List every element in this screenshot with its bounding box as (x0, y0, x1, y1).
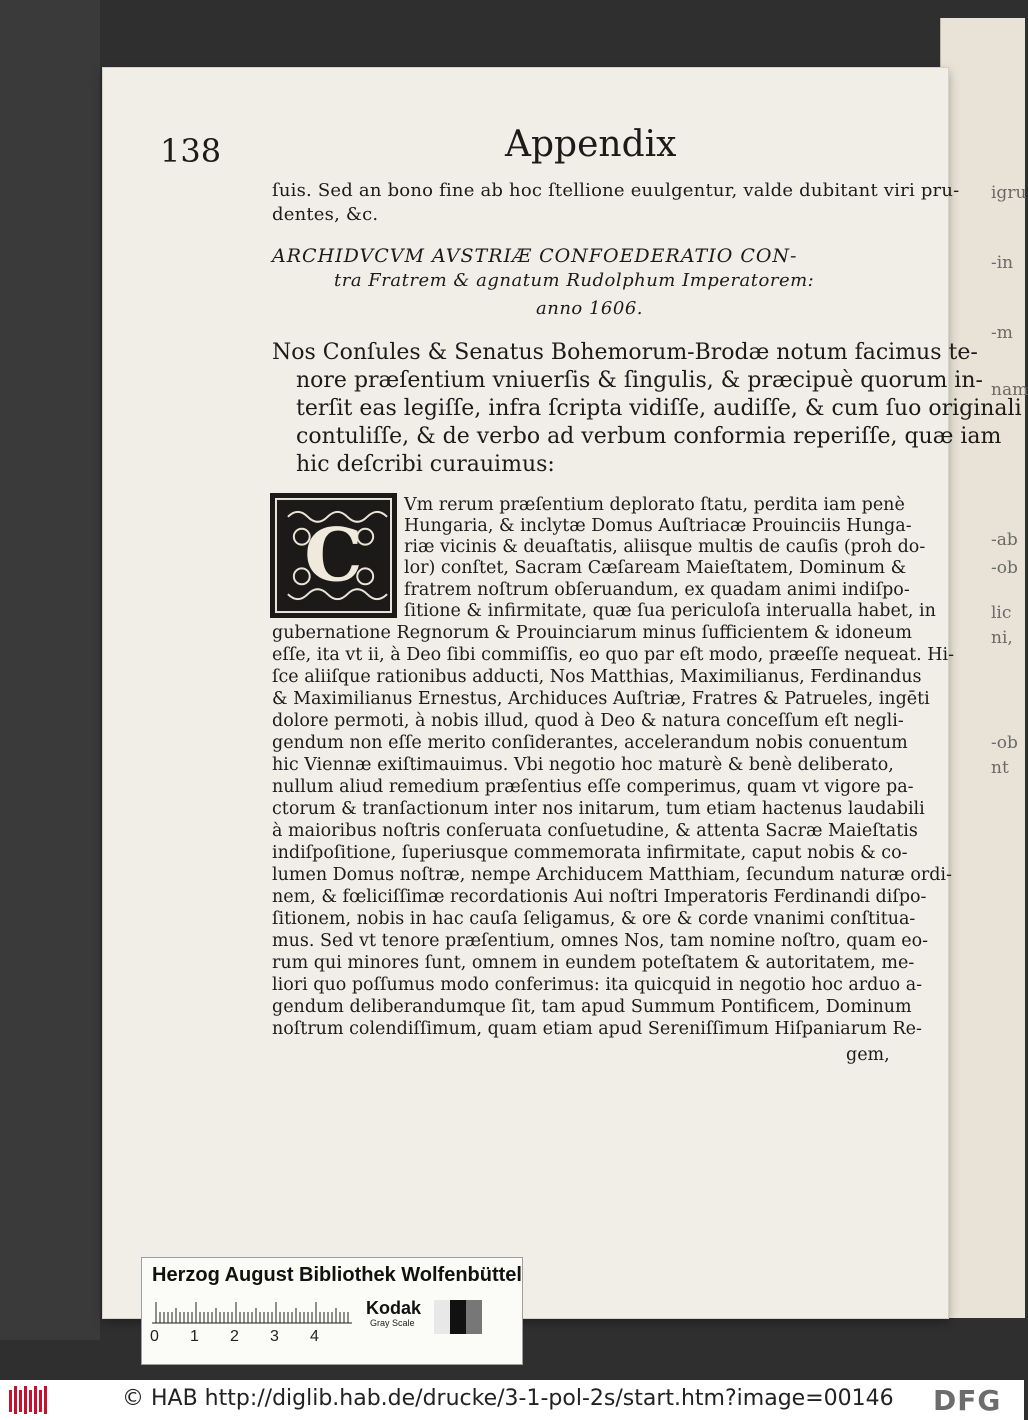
section-title: ARCHIDVCVM AVSTRIÆ CONFOEDERATIO CON- (272, 245, 798, 267)
body-line: rum qui minores ſunt, omnem in eundem poteſtatem & autoritatem, me- (272, 953, 915, 973)
body-line: gendum deliberandumque ſit, tam apud Summum Pontificem, Dominum (272, 997, 912, 1017)
body-line: liori quo poſſumus modo conferimus: ita quicquid in negotio hoc arduo a- (272, 975, 923, 995)
body-line: dolore permoti, à nobis illud, quod à Deo & natura conceſſum eſt negli- (272, 711, 904, 731)
body-line: à maioribus noſtris conſeruata conſuetudine, & attenta Sacræ Maieſtatis (272, 821, 918, 841)
ruler-number: 3 (270, 1328, 279, 1345)
ruler-number: 0 (150, 1328, 159, 1345)
ruler-number: 2 (230, 1328, 239, 1345)
body-line: ſitionem, nobis in hac cauſa ſeligamus, & ore & corde vnanimi conſtitua- (272, 909, 916, 929)
next-page-fragment: igru (991, 183, 1027, 203)
text-line: dentes, &c. (272, 204, 379, 225)
intro-line: contuliſſe, & de verbo ad verbum conformia reperiſſe, quæ iam (296, 424, 1002, 449)
body-line: nem, & fœliciſſimæ recordationis Aui noſtri Imperatoris Ferdinandi diſpo- (272, 887, 927, 907)
ruler-icon (152, 1298, 352, 1324)
decorated-initial (270, 493, 397, 618)
running-head: Appendix (505, 124, 677, 165)
body-line: lumen Domus noſtræ, nempe Archiducem Matthiam, ſecundum naturæ ordi- (272, 865, 952, 885)
body-line: eſſe, ita vt ii, à Deo ſibi commiſſis, eo quo par eſt modo, præeſſe nequeat. Hi- (272, 645, 954, 665)
body-line: lor) conſtet, Sacram Cæſaream Maieſtatem, Dominum & (404, 558, 907, 578)
intro-line: terſit eas legiſſe, infra ſcripta vidiſſe, audiſſe, & cum ſuo originali (296, 396, 1022, 421)
section-title: tra Fratrem & agnatum Rudolphum Imperatorem: (334, 270, 815, 291)
body-line: hic Viennæ exiſtimauimus. Vbi negotio hoc maturè & benè deliberato, (272, 755, 894, 775)
body-line: Hungaria, & inclytæ Domus Auſtriacæ Prouinciis Hunga- (404, 516, 912, 536)
body-line: indiſpoſitione, ſuperiusque commemorata infirmitate, caput nobis & co- (272, 843, 908, 863)
library-name: Herzog August Bibliothek Wolfenbüttel (152, 1264, 522, 1286)
body-line: gendum non eſſe merito conſiderantes, accelerandum nobis conuentum (272, 733, 908, 753)
next-page-fragment: lic (991, 603, 1012, 623)
scan-background (0, 0, 100, 1340)
body-line: nullum aliud remedium præſentius eſſe comperimus, quam vt vigore pa- (272, 777, 914, 797)
next-page-fragment: nam (991, 380, 1028, 400)
gray-swatches (434, 1300, 482, 1334)
dfg-logo: DFG (933, 1384, 1002, 1417)
next-page-fragment: -ob (991, 733, 1018, 753)
next-page-fragment: -ab (991, 530, 1018, 550)
body-line: & Maximilianus Ernestus, Archiduces Auſtriæ, Fratres & Patrueles, ingēti (272, 689, 930, 709)
hab-logo-icon (8, 1384, 52, 1416)
kodak-brand: Kodak (366, 1298, 422, 1318)
body-line: ſitione & infirmitate, quæ ſua periculoſa interualla habet, in (404, 601, 936, 621)
next-page-edge (940, 18, 1028, 1318)
gray-scale-caption: Gray Scale (370, 1318, 415, 1328)
intro-line: Nos Conſules & Senatus Bohemorum-Brodæ notum facimus te- (272, 340, 978, 365)
body-line: mus. Sed vt tenore præſentium, omnes Nos, tam nomine noſtro, quam eo- (272, 931, 929, 951)
body-line: riæ vicinis & deuaſtatis, aliisque multis de cauſis (proh do- (404, 537, 926, 557)
next-page-fragment: -in (991, 253, 1014, 273)
section-title: anno 1606. (536, 298, 644, 319)
footer-bar (0, 1380, 1024, 1420)
library-scale-label (141, 1257, 523, 1365)
next-page-fragment: ni, (991, 628, 1013, 648)
next-page-fragment: -m (991, 323, 1013, 343)
intro-line: hic deſcribi curauimus: (296, 452, 555, 477)
body-line: ſce aliiſque rationibus adducti, Nos Matthias, Maximilianus, Ferdinandus (272, 667, 922, 687)
catchword: gem, (846, 1045, 890, 1065)
svg-text:C: C (304, 512, 363, 599)
body-line: gubernatione Regnorum & Prouinciarum minus ſufficientem & idoneum (272, 623, 912, 643)
body-line: Vm rerum præſentium deplorato ſtatu, perdita iam penè (404, 495, 905, 515)
ruler-number: 4 (310, 1328, 319, 1345)
ruler-number: 1 (190, 1328, 199, 1345)
ornament-icon (274, 497, 393, 614)
body-line: noſtrum colendiſſimum, quam etiam apud Sereniſſimum Hiſpaniarum Re- (272, 1019, 922, 1039)
page-number: 138 (160, 132, 222, 170)
body-line: ctorum & tranſactionum inter nos initarum, tum etiam hactenus laudabili (272, 799, 925, 819)
body-line: fratrem noſtrum obſeruandum, ex quadam animi indiſpo- (404, 580, 910, 600)
text-line: ſuis. Sed an bono fine ab hoc ſtellione euulgentur, valde dubitant viri pru- (272, 180, 960, 201)
copyright-url[interactable]: © HAB http://diglib.hab.de/drucke/3-1-pol-2s/start.htm?image=00146 (122, 1386, 894, 1411)
next-page-fragment: -ob (991, 558, 1018, 578)
intro-line: nore præſentium vniuerſis & ſingulis, & præcipuè quorum in- (296, 368, 983, 393)
next-page-fragment: nt (991, 758, 1009, 778)
